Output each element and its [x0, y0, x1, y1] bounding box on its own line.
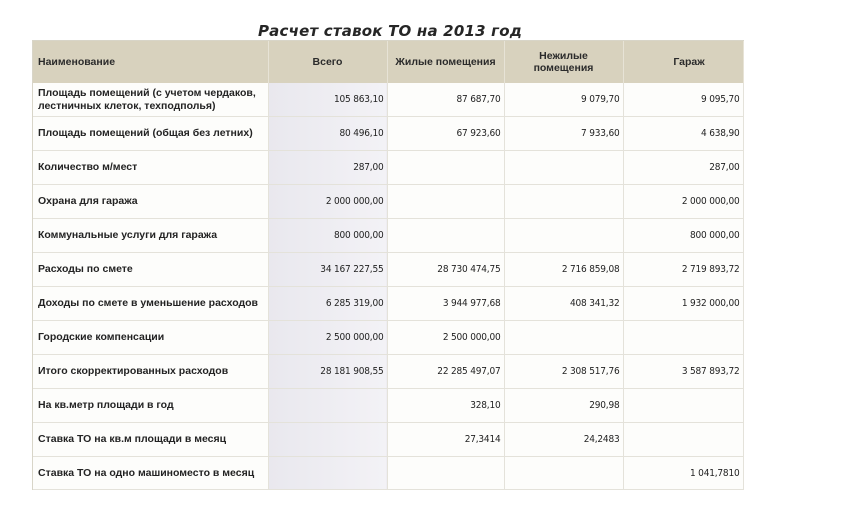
row-total: 2 500 000,00	[268, 321, 387, 355]
row-garage: 1 932 000,00	[623, 287, 743, 321]
row-garage: 4 638,90	[623, 117, 743, 151]
table-row	[33, 253, 743, 287]
table-row	[33, 355, 743, 389]
row-nonresidential: 24,2483	[504, 423, 623, 457]
header-nonresidential: Нежилые помещения	[504, 41, 623, 83]
row-nonresidential: 408 341,32	[504, 287, 623, 321]
row-total: 6 285 319,00	[268, 287, 387, 321]
row-garage: 2 000 000,00	[623, 185, 743, 219]
row-name: Городские компенсации	[33, 321, 268, 355]
row-garage: 3 587 893,72	[623, 355, 743, 389]
row-garage: 287,00	[623, 151, 743, 185]
row-nonresidential	[504, 185, 623, 219]
document-title: Расчет ставок ТО на 2013 год	[257, 22, 523, 40]
row-total: 105 863,10	[268, 83, 387, 117]
row-nonresidential: 2 308 517,76	[504, 355, 623, 389]
row-garage	[623, 321, 743, 355]
row-name: Площадь помещений (общая без летних)	[33, 117, 268, 151]
row-garage: 1 041,7810	[623, 457, 743, 490]
row-residential	[387, 151, 504, 185]
table-row	[33, 151, 743, 185]
row-residential: 22 285 497,07	[387, 355, 504, 389]
row-residential	[387, 219, 504, 253]
table-row	[33, 219, 743, 253]
table-row	[33, 83, 743, 117]
row-garage: 9 095,70	[623, 83, 743, 117]
row-residential	[387, 185, 504, 219]
row-nonresidential	[504, 457, 623, 490]
row-residential: 27,3414	[387, 423, 504, 457]
row-name: Коммунальные услуги для гаража	[33, 219, 268, 253]
row-name: Площадь помещений (с учетом чердаков, лестничных клеток, техподполья)	[33, 83, 268, 117]
row-garage	[623, 423, 743, 457]
row-residential: 328,10	[387, 389, 504, 423]
header-garage: Гараж	[623, 41, 743, 83]
row-total: 800 000,00	[268, 219, 387, 253]
row-total: 2 000 000,00	[268, 185, 387, 219]
row-nonresidential: 2 716 859,08	[504, 253, 623, 287]
row-garage: 2 719 893,72	[623, 253, 743, 287]
row-name: Доходы по смете в уменьшение расходов	[33, 287, 268, 321]
row-name: Охрана для гаража	[33, 185, 268, 219]
row-nonresidential	[504, 151, 623, 185]
row-total: 80 496,10	[268, 117, 387, 151]
row-total	[268, 389, 387, 423]
row-residential: 28 730 474,75	[387, 253, 504, 287]
row-name: Ставка ТО на кв.м площади в месяц	[33, 423, 268, 457]
table-row	[33, 321, 743, 355]
row-residential: 3 944 977,68	[387, 287, 504, 321]
row-name: Количество м/мест	[33, 151, 268, 185]
row-garage	[623, 389, 743, 423]
header-residential: Жилые помещения	[387, 41, 504, 83]
row-total: 28 181 908,55	[268, 355, 387, 389]
row-nonresidential	[504, 321, 623, 355]
row-nonresidential: 290,98	[504, 389, 623, 423]
row-residential: 67 923,60	[387, 117, 504, 151]
row-total	[268, 423, 387, 457]
table-row	[33, 117, 743, 151]
row-residential	[387, 457, 504, 490]
row-total	[268, 457, 387, 490]
row-nonresidential: 9 079,70	[504, 83, 623, 117]
table-row	[33, 457, 743, 490]
table-header-row	[33, 41, 743, 83]
table-row	[33, 185, 743, 219]
header-total: Всего	[268, 41, 387, 83]
row-total: 287,00	[268, 151, 387, 185]
header-name: Наименование	[33, 41, 268, 83]
rates-table-container	[32, 40, 744, 490]
row-nonresidential: 7 933,60	[504, 117, 623, 151]
table-row	[33, 287, 743, 321]
row-name: Итого скорректированных расходов	[33, 355, 268, 389]
row-nonresidential	[504, 219, 623, 253]
row-residential: 2 500 000,00	[387, 321, 504, 355]
row-name: Расходы по смете	[33, 253, 268, 287]
row-name: Ставка ТО на одно машиноместо в месяц	[33, 457, 268, 490]
row-residential: 87 687,70	[387, 83, 504, 117]
row-name: На кв.метр площади в год	[33, 389, 268, 423]
rates-table	[33, 41, 744, 490]
table-row	[33, 389, 743, 423]
row-total: 34 167 227,55	[268, 253, 387, 287]
table-row	[33, 423, 743, 457]
row-garage: 800 000,00	[623, 219, 743, 253]
